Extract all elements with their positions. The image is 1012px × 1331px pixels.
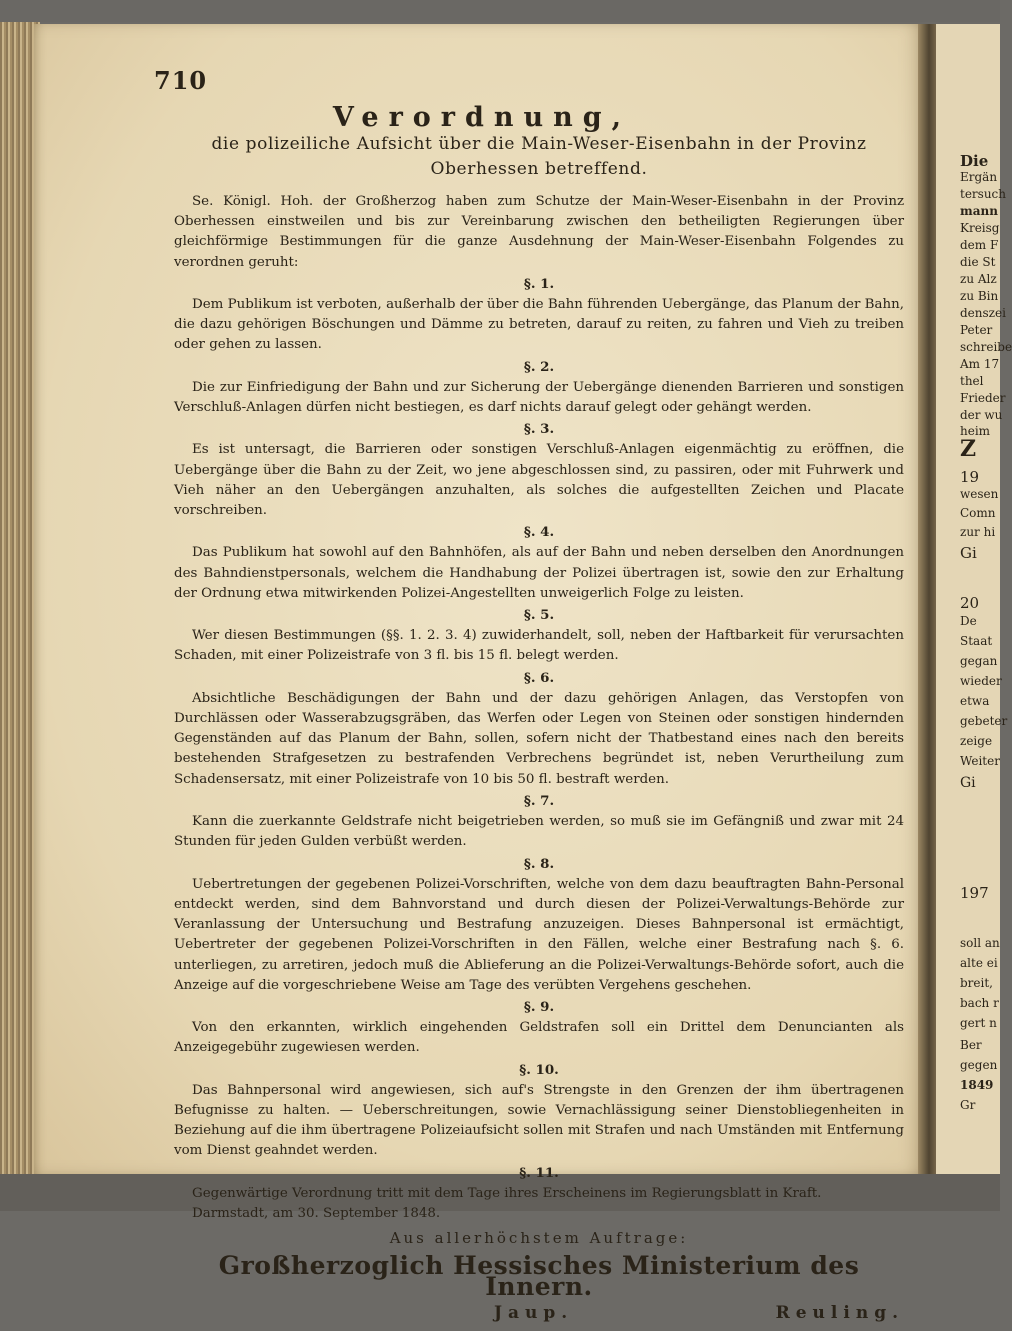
section-heading: §. 10. xyxy=(519,1061,559,1078)
section-text: Es ist untersagt, die Barrieren oder sonstigen Verschluß-Anlagen eigenmächtig zu eröffnen, die Uebergänge über die Bahn zu der Zeit, wo jene abgeschlossen sind, zu passiren, oder mit Fuhrwerk und Vieh näher an den Uebergängen anzuhalten, als solches die aufgestellten Zeichen und Placate vorschreiben. xyxy=(174,442,904,519)
section-text: Gegenwärtige Verordnung tritt mit dem Tage ihres Erscheinens im Regierungsblatt in Kraft. xyxy=(192,1185,822,1201)
fragment-line: tersuch xyxy=(960,187,1006,201)
background-top xyxy=(0,0,1000,22)
fragment-line: gegan xyxy=(960,654,998,668)
fragment-line: Weiter xyxy=(960,754,1000,768)
section-heading: §. 2. xyxy=(523,358,555,375)
fragment-line: zur hi xyxy=(960,525,996,539)
fragment-line: Die xyxy=(960,152,989,170)
fragment-line: zu Bin xyxy=(960,289,999,303)
section-heading: §. 3. xyxy=(523,421,555,438)
document-page xyxy=(34,24,930,1323)
signatory-reuling: Reuling. xyxy=(775,1302,904,1323)
fragment-line: gegen xyxy=(960,1058,998,1072)
page-content xyxy=(34,24,930,1323)
fragment-line: 1849 xyxy=(960,1078,994,1092)
fragment-line: schreibe xyxy=(960,340,1012,354)
signatory-jaup: Jaup. xyxy=(494,1302,574,1323)
signature-line xyxy=(174,1303,904,1331)
fragment-line: dem F xyxy=(960,238,999,252)
fragment-line: zeige xyxy=(960,734,993,748)
fragment-line: Gi xyxy=(960,544,977,562)
fragment-line: breit, xyxy=(960,976,993,990)
fragment-line: Ergän xyxy=(960,170,998,184)
fragment-line: Kreisg xyxy=(960,221,1000,235)
section-text: Die zur Einfriedigung der Bahn und zur Sicherung der Uebergänge dienenden Barrieren und sonstigen Verschluß-Anlagen dürfen nicht bestiegen, es darf nichts darauf gelegt oder gehängt werden. xyxy=(174,379,904,416)
place-date: Darmstadt, am 30. September 1848. xyxy=(192,1205,441,1221)
fragment-line: Gi xyxy=(960,775,976,791)
section-text: Wer diesen Bestimmungen (§§. 1. 2. 3. 4) zuwiderhandelt, soll, neben der Haftbarkeit für verursachten Schaden, mit einer Polizeistrafe von 3 fl. bis 15 fl. belegt werden. xyxy=(174,628,904,664)
document-body xyxy=(174,192,904,1331)
section-text: Von den erkannten, wirklich eingehenden Geldstrafen soll ein Drittel dem Denuncianten als Anzeigegebühr zugewiesen werden. xyxy=(174,1020,904,1056)
fragment-line: der wu xyxy=(960,408,1003,422)
fragment-line: Staat xyxy=(960,634,993,648)
section-heading: §. 11. xyxy=(519,1164,559,1181)
fragment-line: 197 xyxy=(960,884,989,902)
fragment-line: alte ei xyxy=(960,956,998,970)
fragment-line: De xyxy=(960,614,977,628)
ministry-name: Großherzoglich Hessisches Ministerium des Innern. xyxy=(218,1251,860,1301)
intro-paragraph: Se. Königl. Hoh. der Großherzog haben zum Schutze der Main-Weser-Eisenbahn in der Provinz Oberhessen einstweilen und bis zur Vereinbarung zwischen den betheiligten Regierungen über gleichförmige Bestimmungen für die ganze Ausdehnung der Main-Weser-Eisenbahn Folgendes zu verordnen geruht: xyxy=(174,194,904,270)
fragment-line: die St xyxy=(960,255,996,269)
by-order-line: Aus allerhöchstem Auftrage: xyxy=(389,1229,689,1248)
fragment-line: Comn xyxy=(960,506,996,520)
section-text: Das Publikum hat sowohl auf den Bahnhöfen, als auf der Bahn und neben derselben den Anordnungen des Bahndienstpersonals, welchem die Handhabung der Polizei übertragen ist, sowie den zur Erhaltung der Ordnung etwa mitwirkenden Polizei-Angestellten unweigerlich Folge zu leisten. xyxy=(174,545,904,601)
fragment-line: mann xyxy=(960,204,998,218)
fragment-line: Peter xyxy=(960,323,993,337)
fragment-line: thel xyxy=(960,374,984,388)
fragment-line: 19 xyxy=(960,468,980,486)
section-heading: §. 9. xyxy=(523,998,555,1015)
section-text: Dem Publikum ist verboten, außerhalb der über die Bahn führenden Uebergänge, das Planum der Bahn, die dazu gehörigen Böschungen und Dämme zu betreten, darauf zu reiten, zu fahren und Vieh zu treiben oder gehen zu lassen. xyxy=(174,297,904,353)
page-number: 710 xyxy=(154,66,208,95)
section-heading: §. 5. xyxy=(523,607,555,624)
fragment-line: 20 xyxy=(960,594,980,612)
section-heading: §. 8. xyxy=(523,855,555,872)
fragment-line: Ber xyxy=(960,1038,982,1052)
section-text: Uebertretungen der gegebenen Polizei-Vorschriften, welche von dem dazu beauftragten Bahn-Personal entdeckt werden, sind dem Bahnvorstand und durch diesen der Polizei-Verwaltungs-Behörde zur Veranlassung der Untersuchung und Bestrafung anzuzeigen. Dieses Bahnpersonal ist ermächtigt, Uebertreter der gegebenen Polizei-Vorschriften in den Fällen, welche einer Bestrafung nach §. 6. unterliegen, zu arretiren, jedoch muß die Ablieferung an die Polizei-Verwaltungs-Behörde sofort, auch die Anzeige auf die vorgeschriebene Weise am Tage des verübten Vergehens geschehen. xyxy=(174,876,904,993)
section-text: Kann die zuerkannte Geldstrafe nicht beigetrieben werden, so muß sie im Gefängniß und zwar mit 24 Stunden für jeden Gulden verbüßt werden. xyxy=(174,814,904,850)
fragment-line: Frieder xyxy=(960,391,1006,405)
section-heading: §. 4. xyxy=(523,524,555,541)
adjacent-page-fragment xyxy=(936,24,1012,1174)
section-heading: §. 6. xyxy=(523,669,555,686)
fragment-line: gert n xyxy=(960,1016,997,1030)
fragment-line: gebeter xyxy=(960,714,1008,728)
fragment-line: Gr xyxy=(960,1098,976,1112)
fragment-line: Z xyxy=(960,436,977,462)
fragment-line: bach r xyxy=(960,996,999,1010)
fragment-line: wieder xyxy=(960,674,1002,688)
document-title: Verordnung, xyxy=(332,102,632,133)
fragment-line: Am 17 xyxy=(960,357,1000,371)
section-heading: §. 1. xyxy=(523,275,555,292)
fragment-line: etwa xyxy=(960,694,990,708)
fragment-line: heim xyxy=(960,424,991,438)
fragment-line: zu Alz xyxy=(960,272,997,286)
section-text: Das Bahnpersonal wird angewiesen, sich auf's Strengste in den Grenzen der ihm übertragenen Befugnisse zu halten. — Ueberschreitungen, sowie Vernachlässigung seiner Dienstobliegenheiten in Beziehung auf die ihm übertragene Polizeiaufsicht sollen mit Strafen und nach Umständen mit Entfernung vom Dienst geahndet werden. xyxy=(174,1082,904,1159)
section-text: Absichtliche Beschädigungen der Bahn und der dazu gehörigen Anlagen, das Verstopfen von Durchlässen oder Wasserabzugsgräben, das Werfen oder Legen von Steinen oder sonstigen hindernden Gegenständen auf das Planum der Bahn, sollen, sofern nicht der Thatbestand eines nach den bereits bestehenden Strafgesetzen zu bestrafenden Verbrechens begründet ist, neben Verurtheilung zum Schadensersatz, mit einer Polizeistrafe von 10 bis 50 fl. bestraft werden. xyxy=(174,690,904,787)
section-heading: §. 7. xyxy=(523,792,555,809)
document-subtitle: die polizeiliche Aufsicht über die Main-Weser-Eisenbahn in der Provinz Oberhessen betreffend. xyxy=(211,134,867,179)
fragment-line: soll an xyxy=(960,936,1000,950)
fragment-line: wesen xyxy=(960,487,999,501)
fragment-line: denszei xyxy=(960,306,1006,320)
